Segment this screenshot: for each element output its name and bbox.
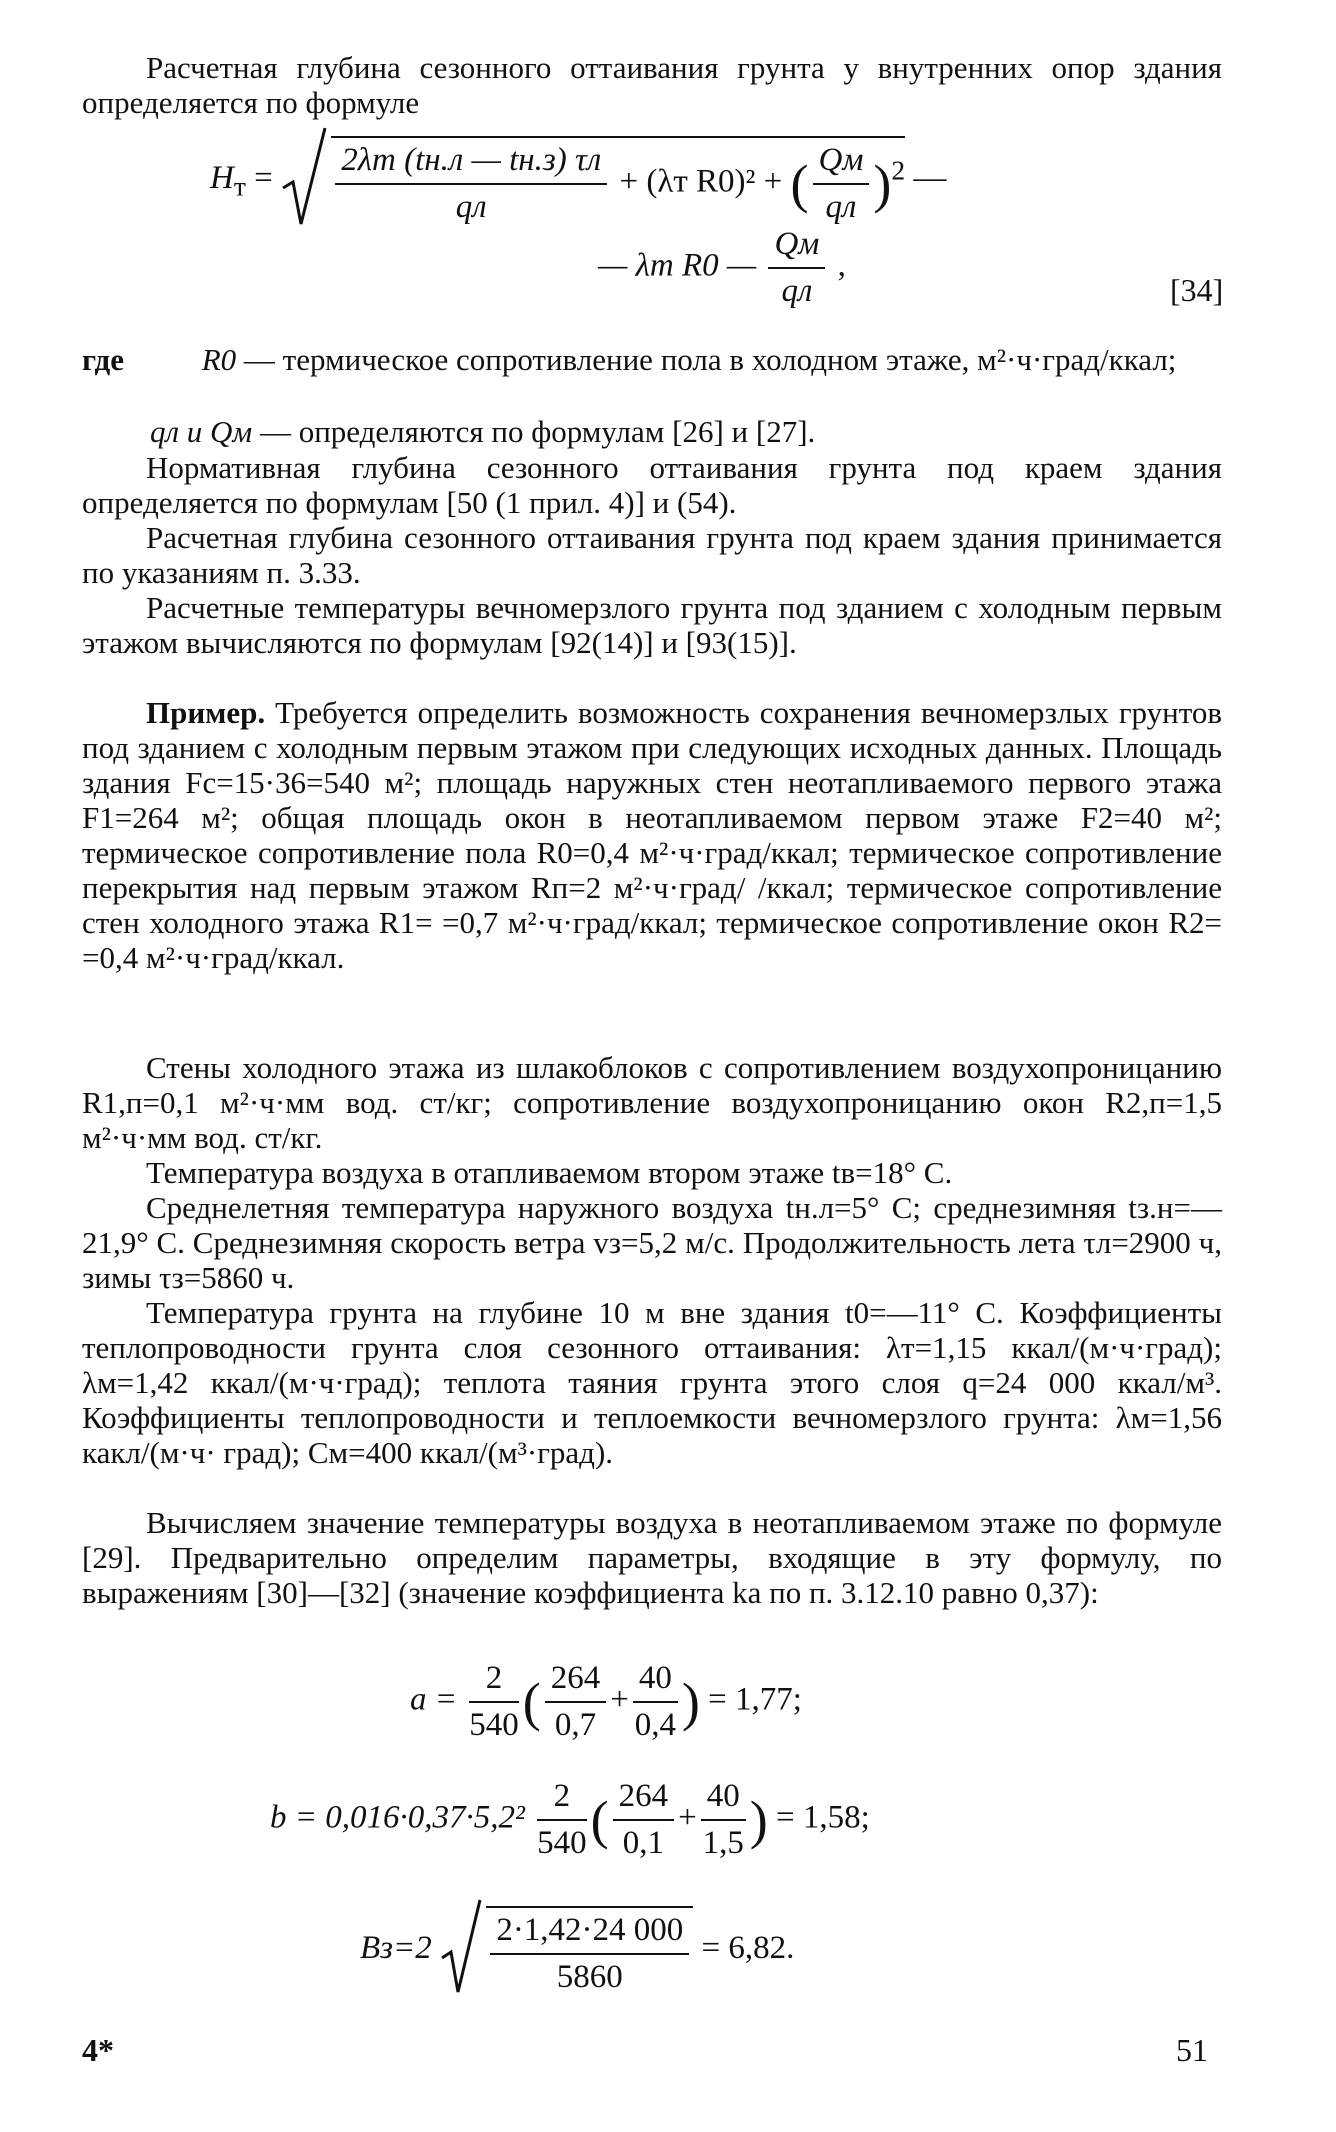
formula-b-f3-num: 40 <box>701 1778 746 1821</box>
formula-a-f2-num: 264 <box>545 1660 607 1703</box>
formula-B-lhs: Bз=2 <box>360 1930 432 1967</box>
formula-34-radicand <box>331 136 905 226</box>
formula-34-inner-den: qл <box>825 188 857 225</box>
formula-B-result: = 6,82. <box>701 1930 795 1967</box>
formula-b-f2-den: 0,1 <box>622 1825 665 1861</box>
formula-34-line2-start: — λт R0 — <box>598 247 757 284</box>
signature-mark: 4* <box>82 2032 114 2068</box>
formula-a-result: = 1,77; <box>708 1681 802 1718</box>
formula-34-equals: = <box>254 160 273 197</box>
example-text: Требуется определить возможность сохранения вечномерзлых грунтов под зданием с холодным первым этажом при следующих исходных данных. Площадь здания Fс=15·36=540 м²; площадь наружных стен неотапливаемого первого этажа F1=264 м²; общая площадь окон в неотапливаемом первом этаже F2=40 м²; термическое сопротивление пола R0=0,4 м²·ч·град/ккал; термическое сопротивление перекрытия над первым этажом Rп=2 м²·ч·град/ /ккал; термическое сопротивление стен холодного этажа R1= =0,7 м²·ч·град/ккал; термическое сопротивление окон R2= =0,4 м²·ч·град/ккал. <box>82 695 1222 975</box>
formula-a-plus: + <box>610 1681 629 1718</box>
example-label: Пример. <box>146 695 266 730</box>
paragraph-example <box>82 695 1222 975</box>
formula-b-f1-num: 2 <box>537 1778 587 1821</box>
where-block <box>82 342 1222 377</box>
page-number: 51 <box>1176 2032 1208 2068</box>
formula-34-inner-num: Qм <box>813 142 870 185</box>
formula-b-f2-num: 264 <box>613 1778 675 1821</box>
formula-34-line2-den: qл <box>781 273 813 309</box>
paren-close-icon: ) <box>681 1672 700 1732</box>
formula-a-lhs: a = <box>410 1681 458 1718</box>
formula-b-result: = 1,58; <box>776 1799 870 1836</box>
intro-paragraph: Расчетная глубина сезонного оттаивания грунта у внутренних опор здания определяется по формуле <box>82 50 1222 120</box>
where-r0-symbol: R0 <box>201 342 237 377</box>
formula-b-f1-den: 540 <box>537 1825 587 1861</box>
where-q-symbol: qл и Qм <box>150 414 253 449</box>
paragraph-ground-properties: Температура грунта на глубине 10 м вне здания t0=—11° С. Коэффициенты теплопроводности грунта слоя сезонного оттаивания: λт=1,15 ккал/(м·ч·град); λм=1,42 ккал/(м·ч·град); теплота таяния грунта этого слоя q=24 000 ккал/м³. Коэффициенты теплопроводности и теплоемкости вечномерзлого грунта: λм=1,56 какл/(м·ч· град); Cм=400 ккал/(м³·град). <box>82 1295 1222 1470</box>
sqrt-sign-icon <box>281 126 327 235</box>
formula-34-num: 2λт (tн.л — tн.з) τл <box>335 142 607 185</box>
paragraph-temperatures: Расчетные температуры вечномерзлого грунта под зданием с холодным первым этажом вычисляются по формулам [92(14)] и [93(15)]. <box>82 590 1222 660</box>
formula-a <box>410 1660 802 1744</box>
formula-b-lhs: b = 0,016·0,37·5,2² <box>270 1799 525 1836</box>
sqrt-sign-icon <box>440 1898 482 2003</box>
formula-a-f2-den: 0,7 <box>554 1707 597 1743</box>
formula-34-line1 <box>210 126 946 235</box>
where-q-line <box>150 414 1222 449</box>
formula-34-den: qл <box>455 188 487 225</box>
paragraph-calculated-depth: Расчетная глубина сезонного оттаивания грунта под краем здания принимается по указаниям п. 3.33. <box>82 520 1222 590</box>
where-word: где <box>82 342 124 377</box>
formula-34-lhs-sub: т <box>233 170 246 202</box>
formula-a-f3-num: 40 <box>633 1660 678 1703</box>
formula-a-f3-den: 0,4 <box>634 1707 677 1743</box>
paragraph-normative-depth: Нормативная глубина сезонного оттаивания грунта под краем здания определяется по формулам [50 (1 прил. 4)] и (54). <box>82 450 1222 520</box>
formula-34-number: [34] <box>1170 272 1224 308</box>
where-r0-text: — термическое сопротивление пола в холодном этаже, м²·ч·град/ккал; <box>243 342 1177 377</box>
formula-a-f1-den: 540 <box>469 1707 519 1743</box>
formula-34-line2-end: , <box>837 247 846 284</box>
paren-open-icon: ( <box>790 153 809 214</box>
paren-close-icon: ) <box>873 153 892 214</box>
paren-open-icon: ( <box>590 1790 609 1850</box>
paragraph-calculation-intro: Вычисляем значение температуры воздуха в неотапливаемом этаже по формуле [29]. Предварительно определим параметры, входящие в эту формулу, по выражениям [30]—[32] (значение коэффициента kа по п. 3.12.10 равно 0,37): <box>82 1505 1222 1610</box>
formula-B-den: 5860 <box>556 1958 623 1995</box>
formula-a-f1-num: 2 <box>469 1660 519 1703</box>
paren-close-icon: ) <box>749 1790 768 1850</box>
paren-open-icon: ( <box>522 1672 541 1732</box>
formula-B-radicand <box>486 1906 693 1996</box>
formula-34-line2-num: Qм <box>768 226 825 269</box>
formula-B-num: 2·1,42·24 000 <box>490 1912 689 1955</box>
formula-B <box>360 1898 794 2003</box>
paragraph-walls: Стены холодного этажа из шлакоблоков с сопротивлением воздухопроницанию R1,п=0,1 м²·ч·мм вод. ст/кг; сопротивление воздухопроницанию окон R2,п=1,5 м²·ч·мм вод. ст/кг. <box>82 1050 1222 1155</box>
formula-b-plus: + <box>678 1799 697 1836</box>
formula-b <box>270 1778 870 1862</box>
formula-34-lhs: H <box>210 160 234 197</box>
formula-b-f3-den: 1,5 <box>702 1825 744 1861</box>
formula-34-line2 <box>598 226 846 310</box>
formula-34-exp: 2 <box>891 154 906 186</box>
formula-34-tail: — <box>913 160 947 197</box>
paragraph-outdoor-climate: Среднелетняя температура наружного воздуха tн.л=5° С; среднезимняя tз.н=—21,9° С. Среднезимняя скорость ветра vз=5,2 м/с. Продолжительность лета τл=2900 ч, зимы τз=5860 ч. <box>82 1190 1222 1295</box>
paragraph-indoor-temperature: Температура воздуха в отапливаемом втором этаже tв=18° С. <box>146 1155 953 1190</box>
formula-34-mid: + (λт R0)² + <box>619 163 783 200</box>
where-q-text: — определяются по формулам [26] и [27]. <box>259 414 816 449</box>
